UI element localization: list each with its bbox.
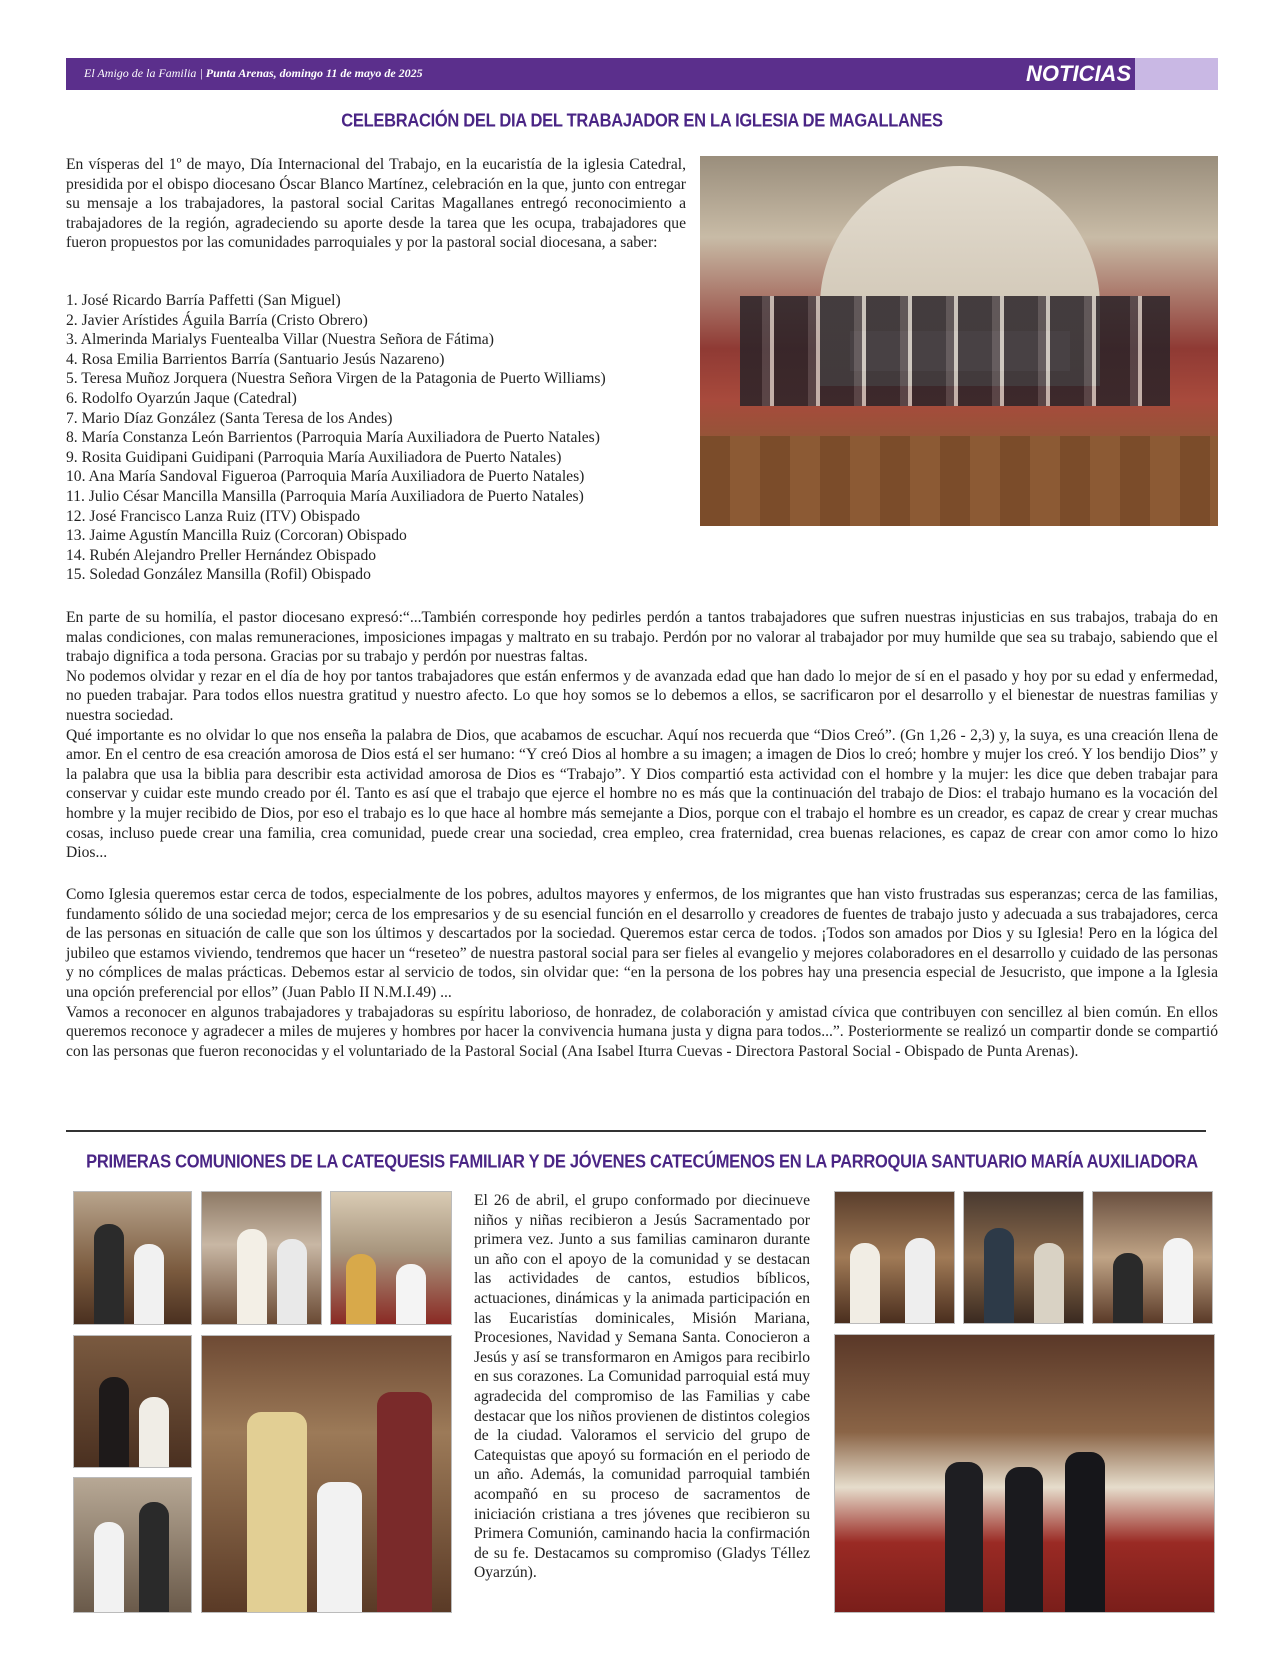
list-item: 13. Jaime Agustín Mancilla Ruiz (Corcoran) Obispado — [66, 527, 407, 545]
list-item: 9. Rosita Guidipani Guidipani (Parroquia María Auxiliadora de Puerto Natales) — [66, 448, 562, 466]
list-item: 1. José Ricardo Barría Paffetti (San Miguel) — [66, 292, 341, 309]
communion-photo — [73, 1191, 192, 1325]
list-item: 8. María Constanza León Barrientos (Parroquia María Auxiliadora de Puerto Natales) — [66, 429, 600, 447]
header-publication-line — [84, 66, 423, 81]
header-separator: | — [196, 66, 206, 80]
communion-photo — [73, 1477, 192, 1613]
publication-name: El Amigo de la Familia — [84, 66, 197, 80]
communion-photo — [330, 1191, 452, 1325]
list-item: 2. Javier Arístides Águila Barría (Cristo Obrero) — [66, 311, 368, 329]
article-divider — [66, 1130, 1206, 1132]
paragraph: En parte de su homilía, el pastor diocesano expresó:“...También corresponde hoy pedirles perdón a tantos trabajadores que sufren nuestras injusticias en sus trabajos, trabaja do en malas condiciones, con malas remuneraciones, imposiciones impagas y maltrato en su trabajo. Perdón por no valorar al trabajador por muy humilde que sea su trabajo, sabiendo que el trabajo dignifica a toda persona. Gracias por su trabajo y perdón por nuestras faltas. — [66, 609, 1218, 666]
list-item: 11. Julio César Mancilla Mansilla (Parroquia María Auxiliadora de Puerto Natales) — [66, 487, 584, 505]
list-item: 15. Soledad González Mansilla (Rofil) Obispado — [66, 566, 371, 584]
cathedral-group-photo — [700, 156, 1218, 526]
list-item: 3. Almerinda Marialys Fuentealba Villar (Nuestra Señora de Fátima) — [66, 331, 494, 349]
article1-title: CELEBRACIÓN DEL DIA DEL TRABAJADOR EN LA IGLESIA DE MAGALLANES — [341, 110, 943, 132]
honoree-list — [66, 291, 686, 585]
communion-photo — [73, 1335, 192, 1468]
communion-photo — [834, 1334, 1215, 1613]
communion-photo — [201, 1191, 322, 1325]
homily-section — [66, 608, 1218, 863]
list-item: 6. Rodolfo Oyarzún Jaque (Catedral) — [66, 389, 297, 407]
list-item: 10. Ana María Sandoval Figueroa (Parroquia María Auxiliadora de Puerto Natales) — [66, 468, 585, 486]
paragraph: No podemos olvidar y rezar en el día de hoy por tantos trabajadores que están enfermos y de avanzada edad que han dado lo mejor de sí en el pasado y hoy por su edad y enfermedad, no pueden trabajar. Para todos ellos nuestra gratitud y nuestro afecto. Lo que hoy somos se lo debemos a ellos, se sacrificaron por el desarrollo y el bienestar de nuestras familias y nuestra sociedad. — [66, 667, 1218, 724]
header-swatch — [1135, 58, 1218, 90]
communion-photo — [1092, 1191, 1213, 1324]
list-item: 4. Rosa Emilia Barrientos Barría (Santuario Jesús Nazareno) — [66, 350, 445, 368]
section-tag: NOTICIAS — [1026, 61, 1132, 86]
photo-honorees-group — [740, 296, 1170, 406]
location-date: Punta Arenas, domingo 11 de mayo de 2025 — [205, 66, 423, 80]
communion-photo — [201, 1335, 452, 1613]
paragraph: Como Iglesia queremos estar cerca de todos, especialmente de los pobres, adultos mayores y enfermos, de los migrantes que han visto frustradas sus esperanzas; cerca de las familias, fundamento sólido de una sociedad mejor; cerca de los empresarios y de su esencial función en el desarrollo y creadores de fuentes de trabajo justo y adecuada a sus trabajadores, cerca de las personas en situación de calle que son los últimos y descartados por la sociedad. Queremos estar cerca de todos. ¡Todos son amados por Dios y su Iglesia! Pero en la lógica del jubileo que estamos viviendo, tendremos que hacer un “reseteo” de nuestra pastoral social para ser fieles al evangelio y mejores colaboradores en el desarrollo y cuidado de las personas y no cómplices de malas prácticas. Debemos estar al servicio de todos, sin olvidar que: “en la persona de los pobres hay una presencia especial de Jesucristo, que impone a la Iglesia una opción preferencial por ellos” (Juan Pablo II N.M.I.49) ... — [66, 886, 1218, 1001]
article2-title: PRIMERAS COMUNIONES DE LA CATEQUESIS FAMILIAR Y DE JÓVENES CATECÚMENOS EN LA PARROQUIA SANTUARIO MARÍA AUXILIADORA — [86, 1151, 1198, 1173]
paragraph: Vamos a reconocer en algunos trabajadores y trabajadoras su espíritu laborioso, de honradez, de colaboración y amistad cívica que contribuyen con sencillez al bien común. En ellos queremos reconoce y agradecer a miles de mujeres y hombres por hacer la convivencia humana justa y digna para todos...”. Posteriormente se realizó un compartir donde se compartió con las personas que fueron reconocidas y el voluntariado de la Pastoral Social (Ana Isabel Iturra Cuevas - Directora Pastoral Social - Obispado de Punta Arenas). — [66, 1003, 1218, 1060]
communion-photo — [963, 1191, 1084, 1324]
list-item: 12. José Francisco Lanza Ruiz (ITV) Obispado — [66, 507, 361, 525]
communion-photo — [834, 1191, 955, 1324]
article2-body: El 26 de abril, el grupo conformado por diecinueve niños y niñas recibieron a Jesús Sacramentado por primera vez. Junto a sus familias caminaron durante un año con el apoyo de la comunidad y se destacan las actividades de cantos, estudios bíblicos, actuaciones, dinámicas y la animada participación en las Eucaristías dominicales, Misión Mariana, Procesiones, Navidad y Semana Santa. Conocieron a Jesús y así se transformaron en Amigos para recibirlo en sus corazones. La Comunidad parroquial está muy agradecida del compromiso de las Familias y cabe destacar que los niños provienen de distintos colegios de la ciudad. Valoramos el servicio del grupo de Catequistas que apoyó su formación en el periodo de un año. Además, la comunidad parroquial también acompañó en su proceso de sacramentos de iniciación cristiana a tres jóvenes que recibieron su Primera Comunión, caminando hacia la confirmación de su fe. Destacamos su compromiso (Gladys Téllez Oyarzún). — [474, 1192, 810, 1582]
photo-floor — [700, 436, 1218, 526]
article1-intro: En vísperas del 1º de mayo, Día Internacional del Trabajo, en la eucaristía de la iglesia Catedral, presidida por el obispo diocesano Óscar Blanco Martínez, celebración en la que, junto con entregar su mensaje a los trabajadores, la pastoral social Caritas Magallanes entregó reconocimiento a trabajadores de la región, agradeciendo su aporte desde la tarea que les ocupa, trabajadores que fueron propuestos por las comunidades parroquiales y por la pastoral social diocesana, a saber: — [66, 156, 686, 252]
list-item: 7. Mario Díaz González (Santa Teresa de los Andes) — [66, 409, 393, 427]
church-section — [66, 885, 1218, 1061]
list-item: 14. Rubén Alejandro Preller Hernández Obispado — [66, 546, 377, 564]
list-item: 5. Teresa Muñoz Jorquera (Nuestra Señora Virgen de la Patagonia de Puerto Williams) — [66, 370, 606, 388]
paragraph: Qué importante es no olvidar lo que nos enseña la palabra de Dios, que acabamos de escuchar. Aquí nos recuerda que “Dios Creó”. (Gn 1,26 - 2,3) y, la suya, es una creación llena de amor. En el centro de esa creación amorosa de Dios está el ser humano: “Y creó Dios al hombre a su imagen; a imagen de Dios lo creó; hombre y mujer los creó. Y los bendijo Dios” y la palabra que usa la biblia para describir esta actividad amorosa de Dios es “Trabajo”. Y Dios compartió esta actividad con el hombre y la mujer: les dice que deben trabajar para conservar y cuidar este mundo creado por él. Tanto es así que el trabajo que ejerce el hombre no es más que la continuación del trabajo de Dios: el trabajo humano es la vocación del hombre y la mujer recibido de Dios, por eso el trabajo es lo que hace al hombre más semejante a Dios, porque con el trabajo el hombre es un creador, es capaz de crear y crear muchas cosas, incluso puede crear una familia, crea comunidad, puede crear una sociedad, crea empleo, crea fraternidad, crea buenas relaciones, es capaz de crear con amor como lo hizo Dios... — [66, 726, 1218, 862]
